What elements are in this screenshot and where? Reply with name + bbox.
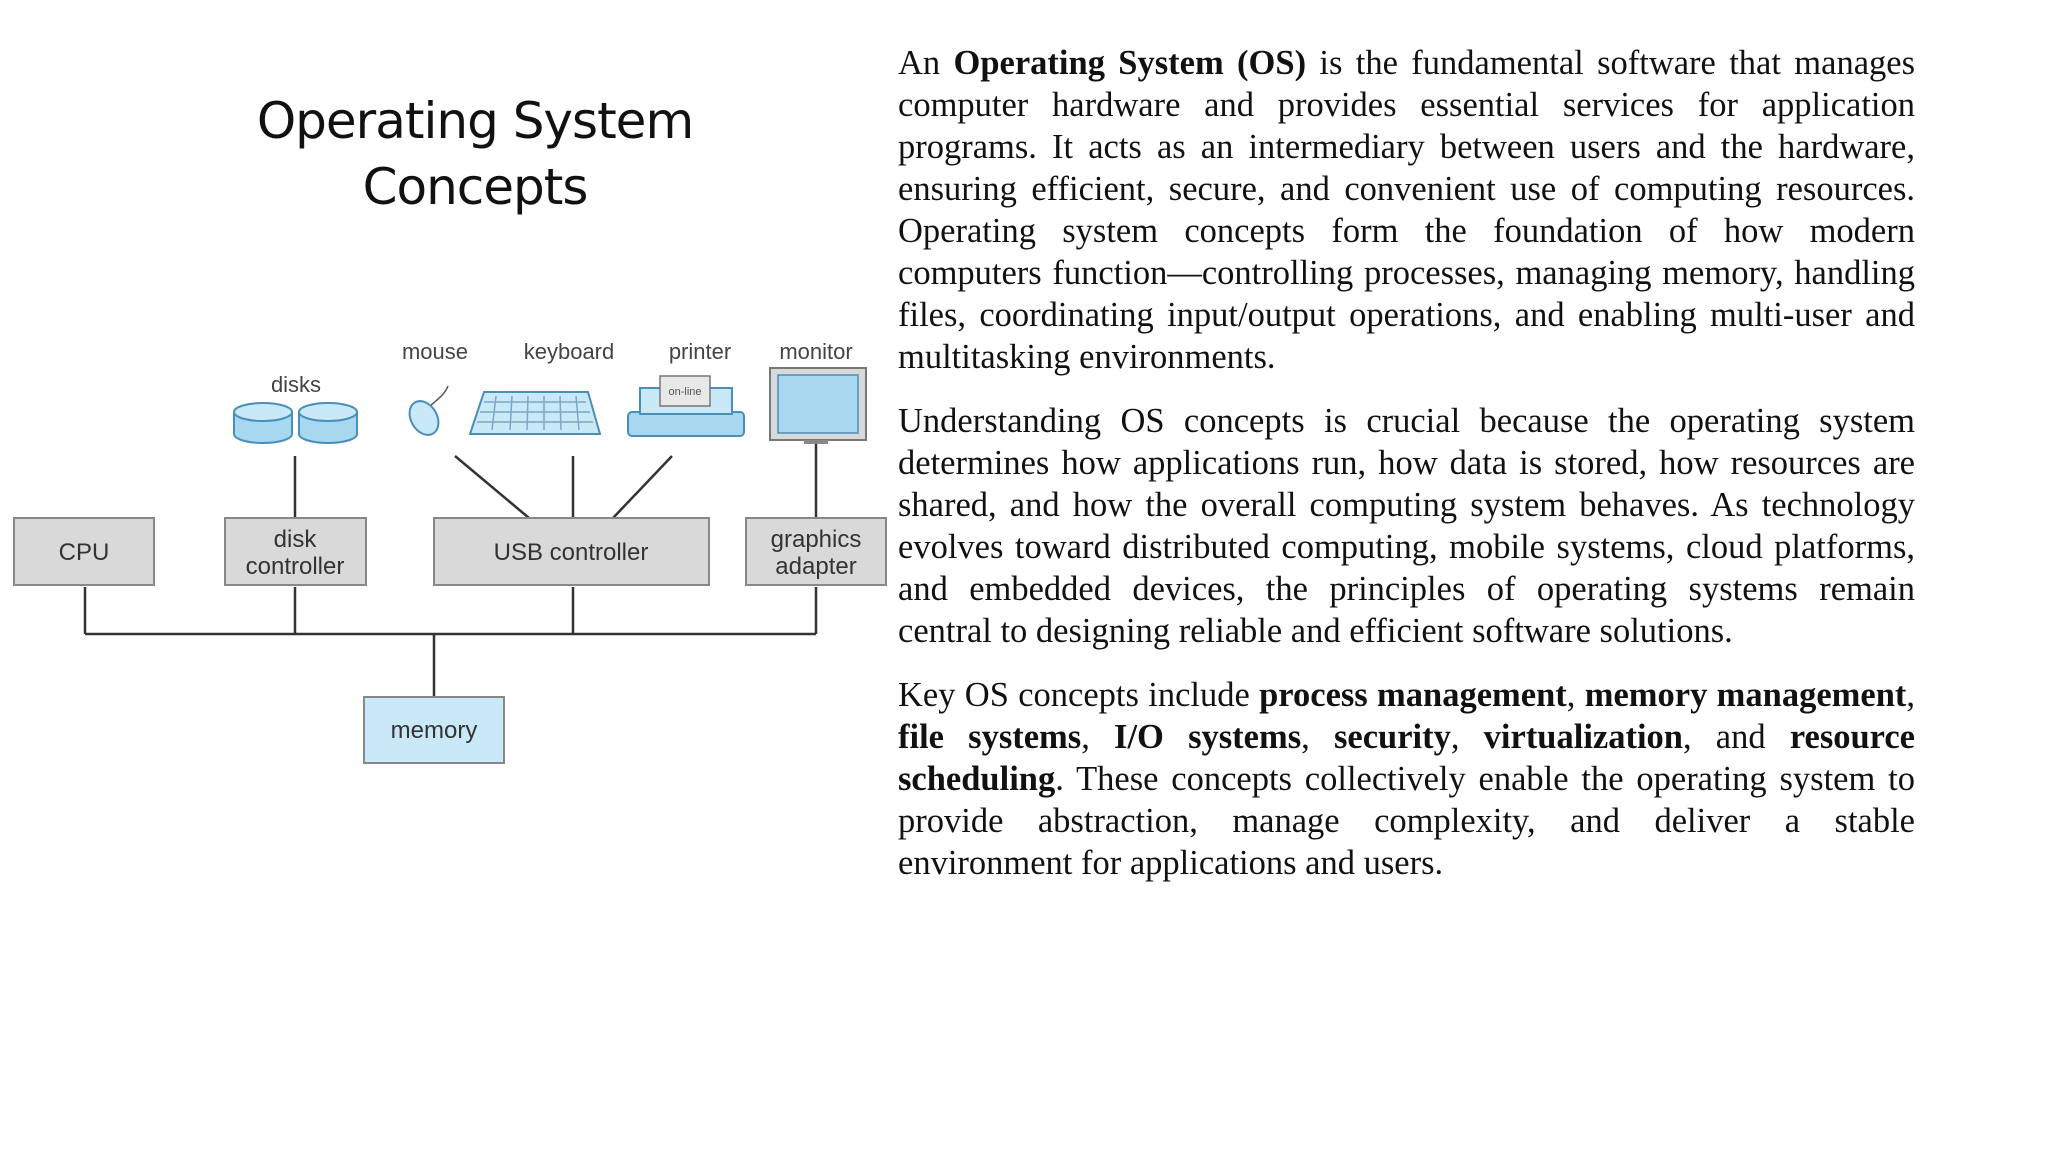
- cpu-label: CPU: [58, 539, 110, 566]
- mouse-label: mouse: [401, 339, 469, 364]
- slide-title: [130, 88, 820, 220]
- computer-system-diagram: [0, 320, 890, 770]
- body-text: [898, 42, 1915, 906]
- device-connectors: [295, 442, 816, 518]
- text-span: ,: [1566, 676, 1585, 714]
- bold-term: process management: [1259, 676, 1567, 714]
- disks-icon: [234, 372, 357, 443]
- usb-controller-box: [434, 518, 709, 585]
- text-span: ,: [1450, 718, 1484, 756]
- text-span: . These concepts collectively enable the operating system to provide abstraction, manage complexity, and deliver a stable environment for applications and users.: [898, 760, 1915, 882]
- paragraph-intro: [898, 42, 1915, 378]
- cpu-box: [14, 518, 154, 585]
- printer-label: printer: [668, 339, 732, 364]
- disks-label: disks: [270, 372, 322, 397]
- mouse-icon: [402, 339, 468, 440]
- memory-label: memory: [390, 717, 478, 744]
- keyboard-label: keyboard: [523, 339, 615, 364]
- disk-controller-label-1: disk: [273, 526, 317, 553]
- graphics-adapter-label-1: graphics: [770, 526, 862, 553]
- bold-term: I/O systems: [1114, 718, 1302, 756]
- text-span: Key OS concepts include: [898, 676, 1260, 714]
- text-span: , and: [1683, 718, 1790, 756]
- bold-term: security: [1333, 718, 1451, 756]
- paragraph-importance: Understanding OS concepts is crucial because the operating system determines how applications run, how data is stored, how resources are shared, and how the overall computing system behaves. As technology evolves toward distributed computing, mobile systems, cloud platforms, and embedded devices, the principles of operating systems remain central to designing reliable and efficient software solutions.: [898, 402, 1915, 650]
- bold-term: resource scheduling: [898, 718, 1915, 798]
- monitor-label: monitor: [779, 339, 853, 364]
- disk-controller-box: [225, 518, 366, 585]
- title-line-2: Concepts: [362, 158, 588, 216]
- text-span: ,: [1301, 718, 1334, 756]
- usb-controller-label: USB controller: [493, 539, 649, 566]
- keyboard-icon: [470, 339, 614, 434]
- bold-term: memory management: [1584, 676, 1907, 714]
- disk-controller-label-2: controller: [245, 553, 345, 580]
- title-line-1: Operating System: [256, 92, 694, 150]
- text-span: An: [898, 44, 954, 82]
- paragraph-key-concepts: [898, 674, 1915, 884]
- bold-term: virtualization: [1483, 718, 1683, 756]
- printer-online-label: on-line: [668, 386, 702, 398]
- memory-box: [364, 697, 504, 763]
- text-span: ,: [1081, 718, 1115, 756]
- text-span: ,: [1906, 676, 1916, 714]
- bold-term: Operating System (OS): [953, 44, 1307, 82]
- monitor-icon: [770, 339, 866, 444]
- printer-icon: [628, 339, 744, 436]
- graphics-adapter-label-2: adapter: [775, 553, 857, 580]
- system-bus: [85, 587, 816, 697]
- bold-term: file systems: [898, 718, 1082, 756]
- graphics-adapter-box: [746, 518, 886, 585]
- text-span: is the fundamental software that manages computer hardware and provides essential services for application programs. It acts as an intermediary between users and the hardware, ensuring efficient, secure, and convenient use of computing resources. Operating system concepts form the foundation of how modern computers function—controlling processes, managing memory, handling files, coordinating input/output operations, and enabling multi-user and multitasking environments.: [898, 44, 1915, 376]
